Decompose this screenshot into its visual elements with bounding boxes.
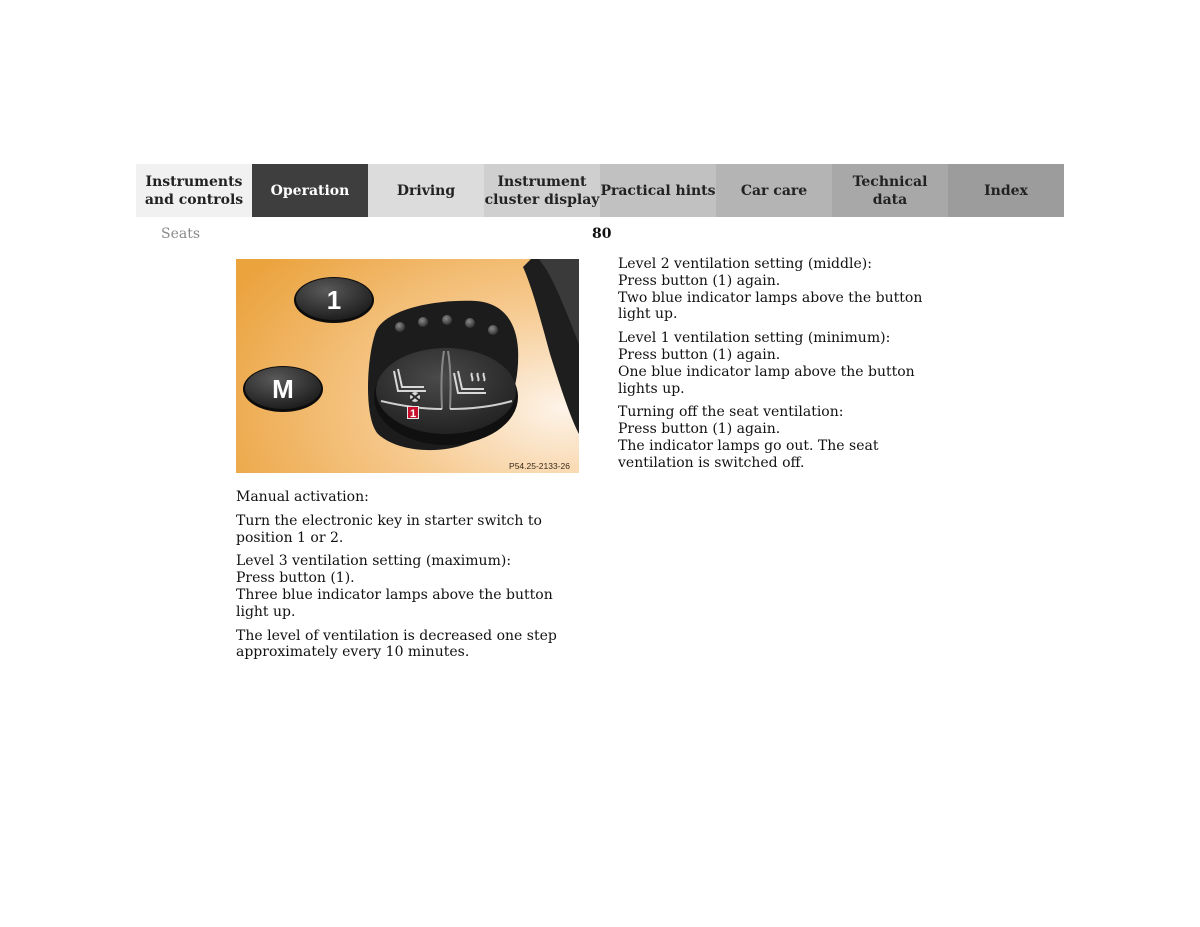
text-line: The indicator lamps go out. The seat ventilation is switched off. [618, 437, 879, 471]
text-line: Press button (1) again. [618, 421, 781, 438]
button-m-label: M [272, 374, 294, 404]
text-line: Level 3 ventilation setting (maximum): [236, 553, 512, 570]
chapter-tabs [136, 164, 1064, 217]
paragraph: The level of ventilation is decreased one step approximately every 10 minutes. [236, 627, 557, 661]
tab-index[interactable]: Index [948, 164, 1064, 217]
indicator-lamp [418, 317, 428, 327]
paragraph [618, 256, 958, 323]
text-line: Turning off the seat ventilation: [618, 404, 844, 421]
tab-practical-hints[interactable]: Practical hints [600, 164, 716, 217]
paragraph [618, 330, 958, 397]
text-line: Press button (1) again. [618, 346, 781, 363]
button-1-label: 1 [326, 285, 342, 315]
text-line: Three blue indicator lamps above the button light up. [236, 586, 553, 620]
button-1 [294, 277, 374, 323]
text-line: Level 1 ventilation setting (minimum): [618, 330, 891, 347]
right-text-column [618, 256, 958, 479]
tab-operation[interactable]: Operation [252, 164, 368, 217]
tab-technical-data[interactable]: Technical data [832, 164, 948, 217]
paragraph: Turn the electronic key in starter switch to position 1 or 2. [236, 512, 542, 546]
switch-marker-label: 1 [409, 408, 417, 420]
text-line: One blue indicator lamp above the button lights up. [618, 363, 915, 397]
tab-instruments-and-controls[interactable]: Instruments and controls [136, 164, 252, 217]
text-line: Level 2 ventilation setting (middle): [618, 256, 872, 272]
left-text-column [236, 489, 581, 668]
tab-instrument-cluster-display[interactable]: Instrument cluster display [484, 164, 600, 217]
text-line: Two blue indicator lamps above the button light up. [618, 289, 923, 323]
text-line: Press button (1). [236, 570, 355, 587]
indicator-lamp [442, 315, 452, 325]
paragraph: Manual activation: [236, 489, 369, 505]
tab-driving[interactable]: Driving [368, 164, 484, 217]
seat-ventilation-switch-illustration [236, 259, 579, 473]
figure-code: P54.25-2133-26 [509, 461, 570, 471]
section-title: Seats [161, 226, 201, 242]
indicator-lamp [465, 318, 475, 328]
indicator-lamp [488, 325, 498, 335]
paragraph [236, 553, 581, 620]
text-line: Press button (1) again. [618, 272, 781, 289]
indicator-lamp [395, 322, 405, 332]
paragraph [618, 404, 958, 471]
page-number: 80 [592, 226, 612, 242]
button-m [243, 366, 323, 412]
tab-car-care[interactable]: Car care [716, 164, 832, 217]
